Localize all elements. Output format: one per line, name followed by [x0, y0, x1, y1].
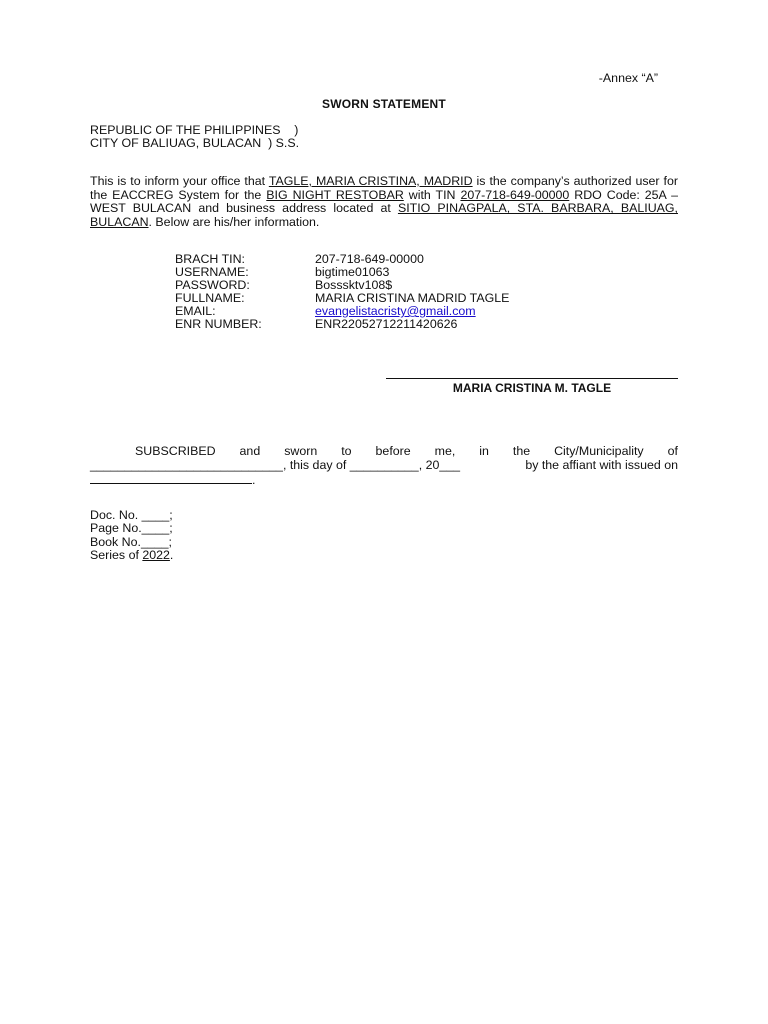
signature-line	[386, 378, 678, 379]
page-no-blank: ____	[141, 521, 170, 536]
subscribed-line-3	[90, 472, 678, 488]
series-label: Series of	[90, 548, 143, 563]
venue-line-2: CITY OF BALIUAG, BULACAN ) S.S.	[90, 136, 300, 150]
venue-line-1: REPUBLIC OF THE PHILIPPINES )	[90, 123, 299, 137]
signatory-name: MARIA CRISTINA M. TAGLE	[452, 381, 612, 395]
subscribed-end: .	[252, 473, 256, 488]
subscribed-word: to	[341, 444, 352, 458]
intro-text-4: RDO Code: 25A –WEST BULACAN and business address located at	[90, 187, 678, 216]
info-label: EMAIL:	[175, 304, 216, 318]
info-value: bigtime01063	[315, 265, 390, 279]
doc-no-row	[90, 509, 173, 522]
subscribed-text: , 20	[418, 457, 440, 472]
subscribed-word: SUBSCRIBED	[135, 444, 216, 458]
business-address: SITIO PINAGPALA, STA. BARBARA, BALIUAG, BULACAN	[90, 201, 678, 229]
book-no-label: Book No.	[90, 534, 141, 549]
authorized-user-name: TAGLE, MARIA CRISTINA, MADRID	[268, 174, 473, 188]
subscribed-word: me,	[434, 444, 456, 458]
subscribed-line-1	[90, 445, 678, 459]
info-label: ENR NUMBER:	[175, 317, 262, 331]
info-label: FULLNAME:	[175, 291, 245, 305]
year-blank: ___	[439, 457, 461, 472]
document-page	[90, 0, 678, 1024]
subscribed-word: before	[375, 444, 411, 458]
intro-text-5: . Below are his/her information.	[148, 214, 320, 229]
issued-on-blank	[90, 472, 252, 484]
email-link[interactable]: evangelistacristy@gmail.com	[315, 304, 476, 318]
subscribed-paragraph	[90, 445, 678, 488]
user-info-list	[175, 253, 509, 331]
series-row	[90, 549, 173, 562]
book-no-blank: ____	[140, 534, 169, 549]
subscribed-word: in	[479, 444, 489, 458]
subscribed-word: the	[512, 444, 531, 458]
page-no-label: Page No.	[90, 521, 142, 536]
subscribed-word: sworn	[284, 444, 318, 458]
doc-no-label: Doc. No.	[90, 508, 142, 522]
subscribed-line-2-right: by the affiant with issued on	[525, 457, 678, 472]
subscribed-word: and	[239, 444, 261, 458]
info-label: PASSWORD:	[175, 278, 250, 292]
doc-no-end: ;	[169, 508, 173, 522]
series-end: .	[169, 548, 174, 563]
info-row-enr-number	[175, 318, 509, 331]
page-no-end: ;	[169, 521, 173, 536]
notary-block	[90, 509, 173, 563]
intro-text-3: with TIN	[403, 187, 461, 202]
info-value: MARIA CRISTINA MADRID TAGLE	[315, 291, 510, 305]
intro-text-1: This is to inform your office that	[90, 174, 269, 188]
info-label: BRACH TIN:	[175, 252, 245, 266]
company-tin: 207-718-649-00000	[460, 187, 570, 202]
venue-block	[90, 124, 299, 150]
page-no-row	[90, 522, 173, 535]
city-blank: ____________________________	[90, 457, 283, 472]
info-value: 207-718-649-00000	[315, 252, 424, 266]
company-name: BIG NIGHT RESTOBAR	[266, 187, 404, 202]
doc-no-blank: ____	[141, 508, 170, 522]
subscribed-word: City/Municipality	[554, 444, 644, 458]
subscribed-text: , this day of	[282, 457, 350, 472]
book-no-end: ;	[168, 534, 172, 549]
intro-text-2: is the company’s authorized user for the EACCREG System for the	[90, 174, 678, 202]
subscribed-line-2	[90, 459, 678, 473]
book-no-row	[90, 536, 173, 549]
info-value: Bosssktv108$	[315, 278, 393, 292]
annex-label: -Annex “A”	[598, 71, 658, 85]
day-blank: __________	[349, 457, 419, 472]
document-title: SWORN STATEMENT	[322, 97, 446, 111]
subscribed-line-2-left	[90, 459, 460, 473]
info-value: ENR22052712211420626	[315, 317, 458, 331]
subscribed-word: of	[667, 444, 678, 458]
series-year: 2022	[142, 548, 170, 563]
intro-paragraph	[90, 175, 678, 229]
info-label: USERNAME:	[175, 265, 249, 279]
